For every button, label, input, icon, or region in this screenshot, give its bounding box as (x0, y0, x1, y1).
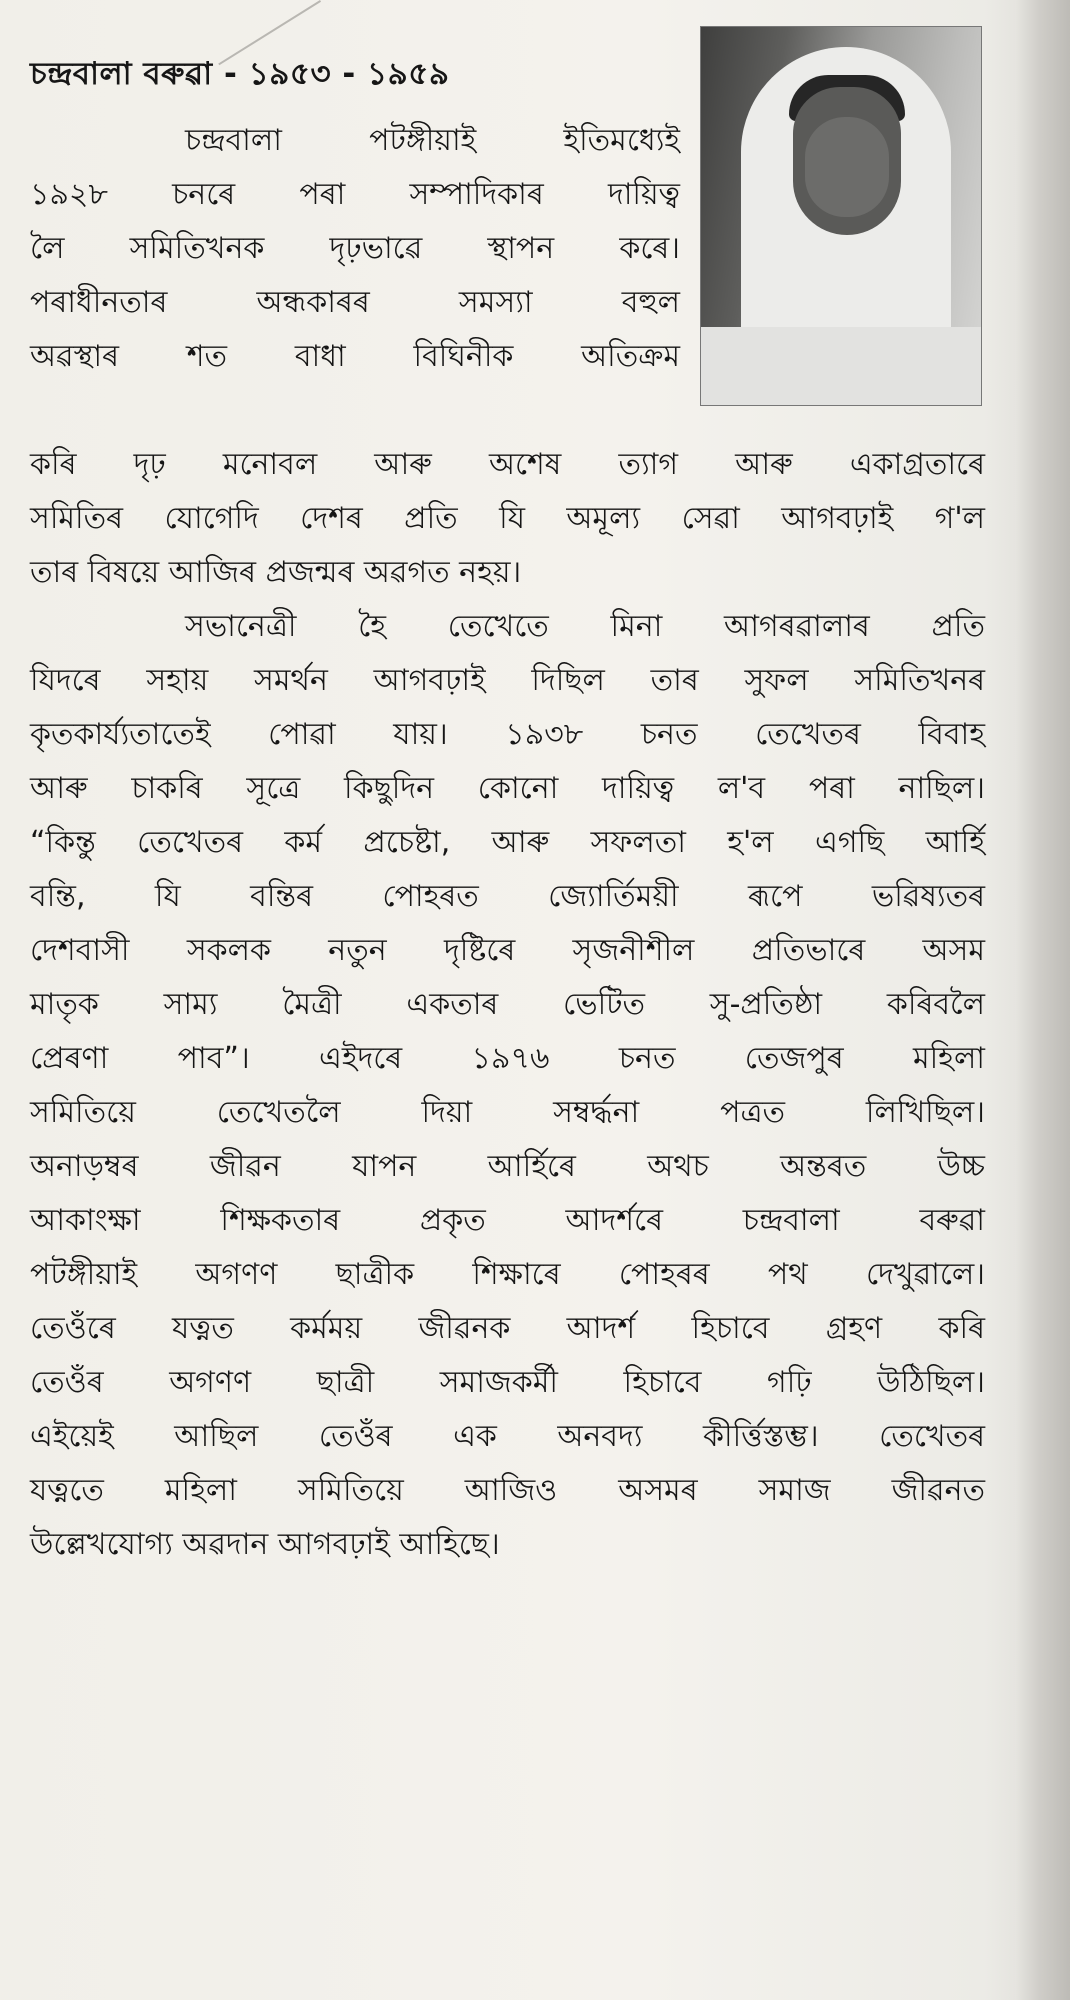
text-line: প্ৰেৰণা পাব”। এইদৰে ১৯৭৬ চনত তেজপুৰ মহিলা (30, 1041, 985, 1076)
text-line: যিদৰে সহায় সমৰ্থন আগবঢ়াই দিছিল তাৰ সুফল সমিতিখনৰ (30, 663, 985, 698)
text-line: অৱস্থাৰ শত বাধা বিঘিনীক অতিক্ৰম (30, 339, 680, 374)
text-line: কৃতকাৰ্য্যতাতেই পোৱা যায়। ১৯৩৮ চনত তেখেতৰ বিবাহ (30, 717, 985, 752)
paragraph-body (30, 438, 985, 1572)
text-line: তেওঁৰ অগণণ ছাত্ৰী সমাজকৰ্মী হিচাবে গঢ়ি উঠিছিল। (30, 1365, 985, 1400)
portrait-photo (700, 26, 982, 406)
text-line: পটঙ্গীয়াই অগণণ ছাত্ৰীক শিক্ষাৰে পোহৰৰ পথ দেখুৱালে। (30, 1257, 985, 1292)
text-line: তাৰ বিষয়ে আজিৰ প্ৰজন্মৰ অৱগত নহয়। (30, 555, 522, 590)
text-line: পৰাধীনতাৰ অন্ধকাৰৰ সমস্যা বহুল (30, 285, 680, 320)
paragraph-beside-photo (30, 114, 680, 384)
text-line: কৰি দৃঢ় মনোবল আৰু অশেষ ত্যাগ আৰু একাগ্ৰতাৰে (30, 447, 985, 482)
text-line: উল্লেখযোগ্য অৱদান আগবঢ়াই আহিছে। (30, 1527, 500, 1562)
page-fold-shadow (1015, 0, 1070, 2000)
section-heading: চন্দ্ৰবালা বৰুৱা - ১৯৫৩ - ১৯৫৯ (30, 56, 450, 92)
text-line: সভানেত্ৰী হৈ তেখেতে মিনা আগৰৱালাৰ প্ৰতি (185, 609, 985, 644)
text-line: ১৯২৮ চনৰে পৰা সম্পাদিকাৰ দায়িত্ব (30, 177, 680, 212)
text-line: আৰু চাকৰি সূত্ৰে কিছুদিন কোনো দায়িত্ব ল'ব পৰা নাছিল। (30, 771, 985, 806)
text-line: তেওঁৰে যত্নত কৰ্মময় জীৱনক আদৰ্শ হিচাবে গ্ৰহণ কৰি (30, 1311, 985, 1346)
text-line: দেশবাসী সকলক নতুন দৃষ্টিৰে সৃজনীশীল প্ৰতিভাৰে অসম (30, 933, 985, 968)
text-line: আকাংক্ষা শিক্ষকতাৰ প্ৰকৃত আদৰ্শৰে চন্দ্ৰবালা বৰুৱা (30, 1203, 985, 1238)
text-line: সমিতিৰ যোগেদি দেশৰ প্ৰতি যি অমূল্য সেৱা আগবঢ়াই গ'ল (30, 501, 985, 536)
text-line: এইয়েই আছিল তেওঁৰ এক অনবদ্য কীৰ্ত্তিস্তম্ভ। তেখেতৰ (30, 1419, 985, 1454)
text-line: লৈ সমিতিখনক দৃঢ়ভাৱে স্থাপন কৰে। (30, 231, 680, 266)
text-line: সমিতিয়ে তেখেতলৈ দিয়া সম্বৰ্দ্ধনা পত্ৰত লিখিছিল। (30, 1095, 985, 1130)
text-line: চন্দ্ৰবালা পটঙ্গীয়াই ইতিমধ্যেই (185, 123, 680, 158)
text-line: যত্নতে মহিলা সমিতিয়ে আজিও অসমৰ সমাজ জীৱনত (30, 1473, 985, 1508)
text-line: মাতৃক সাম্য মৈত্ৰী একতাৰ ভেটিত সু-প্ৰতিষ্ঠা কৰিবলৈ (30, 987, 985, 1022)
text-line: “কিন্তু তেখেতৰ কৰ্ম প্ৰচেষ্টা, আৰু সফলতা হ'ল এগছি আৰ্হি (30, 825, 985, 860)
text-line: বন্তি, যি বন্তিৰ পোহৰত জ্যোৰ্তিময়ী ৰূপে ভৱিষ্যতৰ (30, 879, 985, 914)
text-line: অনাড়ম্বৰ জীৱন যাপন আৰ্হিৰে অথচ অন্তৰত উচ্চ (30, 1149, 985, 1184)
